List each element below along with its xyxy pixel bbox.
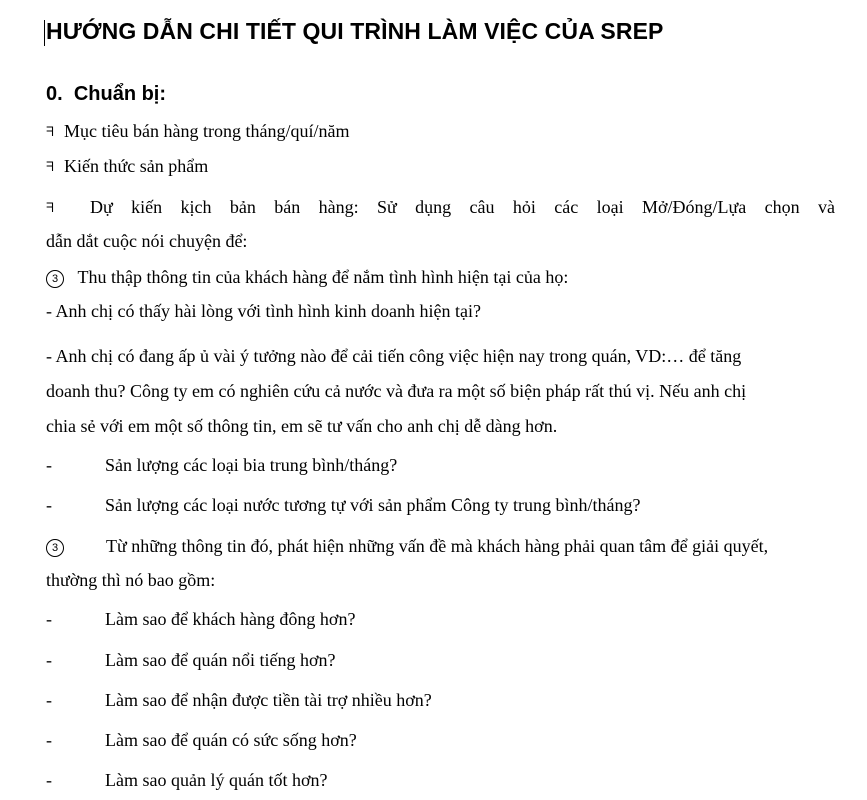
- list-item-text: Làm sao để quán có sức sống hơn?: [105, 730, 357, 750]
- circled-number-icon: 3: [46, 539, 64, 557]
- list-item-text: Làm sao quản lý quán tốt hơn?: [105, 770, 328, 790]
- step-text: Thu thập thông tin của khách hàng để nắm tình hình hiện tại của họ:: [77, 267, 569, 287]
- paragraph-line: - Anh chị có đang ấp ủ vài ý tưởng nào để cải tiến công việc hiện nay trong quán, VD:… để tăng: [46, 346, 742, 366]
- paragraph-line: chia sẻ với em một số thông tin, em sẽ tư vấn cho anh chị dễ dàng hơn.: [46, 416, 558, 436]
- bullet-text: Kiến thức sản phẩm: [64, 156, 209, 176]
- dash-bullet: -: [46, 690, 52, 710]
- document-title: HƯỚNG DẪN CHI TIẾT QUI TRÌNH LÀM VIỆC CỦA SREP: [46, 18, 664, 44]
- section-heading: [46, 83, 166, 106]
- dash-bullet: -: [46, 495, 52, 515]
- step-item: [46, 266, 568, 288]
- bullet-item: [46, 196, 835, 220]
- bullet-item: [46, 155, 208, 179]
- paragraph-line: - Anh chị có thấy hài lòng với tình hình kinh doanh hiện tại?: [46, 301, 481, 321]
- text-cursor: [44, 20, 45, 46]
- scroll-bullet-icon: ᖷ: [46, 160, 54, 175]
- paragraph-line: thường thì nó bao gồm:: [46, 570, 216, 590]
- dash-bullet: -: [46, 455, 52, 475]
- dash-bullet: -: [46, 609, 52, 629]
- dash-bullet: -: [46, 730, 52, 750]
- bullet-text: Mục tiêu bán hàng trong tháng/quí/năm: [64, 121, 350, 141]
- section-number: 0.: [46, 83, 63, 105]
- step-item: [46, 535, 768, 557]
- bullet-item: [46, 120, 349, 144]
- list-item-text: Sản lượng các loại bia trung bình/tháng?: [105, 455, 398, 475]
- dash-bullet: -: [46, 650, 52, 670]
- circled-number-icon: 3: [46, 270, 64, 288]
- list-item-text: Sản lượng các loại nước tương tự với sản phẩm Công ty trung bình/tháng?: [105, 495, 641, 515]
- step-text: Từ những thông tin đó, phát hiện những vấn đề mà khách hàng phải quan tâm để giải quyết,: [106, 536, 769, 556]
- list-item-text: Làm sao để nhận được tiền tài trợ nhiều hơn?: [105, 690, 432, 710]
- scroll-bullet-icon: ᖷ: [46, 201, 54, 216]
- paragraph-line: doanh thu? Công ty em có nghiên cứu cả nước và đưa ra một số biện pháp rất thú vị. Nếu anh chị: [46, 381, 747, 401]
- bullet-text: Dự kiến kịch bản bán hàng: Sử dụng câu hỏi các loại Mở/Đóng/Lựa chọn và: [90, 197, 835, 217]
- scroll-bullet-icon: ᖷ: [46, 125, 54, 140]
- list-item-text: Làm sao để khách hàng đông hơn?: [105, 609, 356, 629]
- dash-bullet: -: [46, 770, 52, 790]
- paragraph-line: dẫn dắt cuộc nói chuyện để:: [46, 231, 248, 251]
- section-label: Chuẩn bị:: [73, 83, 167, 105]
- list-item-text: Làm sao để quán nổi tiếng hơn?: [105, 650, 336, 670]
